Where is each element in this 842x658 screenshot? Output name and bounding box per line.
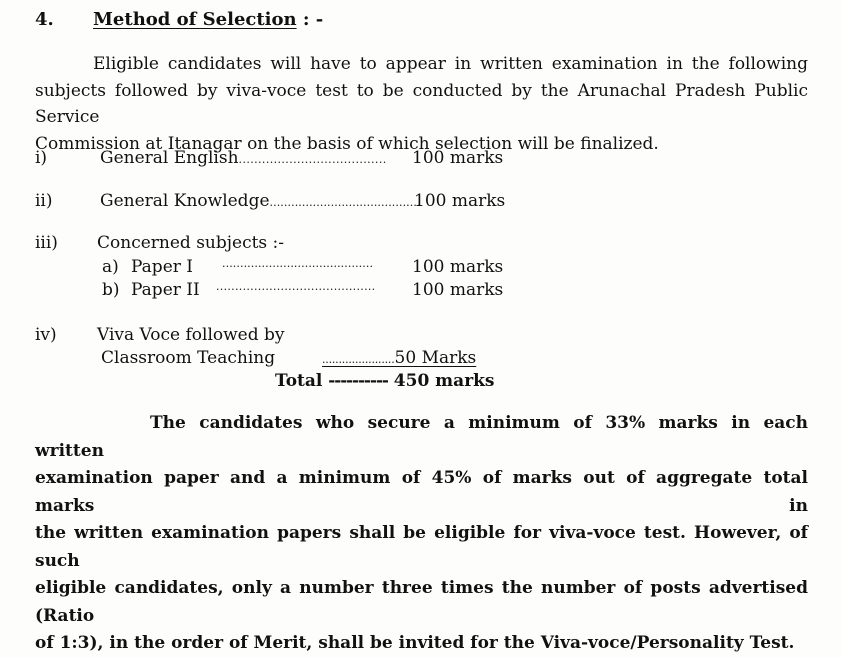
item-3b-label: Paper II [131, 280, 200, 300]
eligibility-line-2: examination paper and a minimum of 45% of marks out of aggregate total marks in [35, 468, 808, 516]
eligibility-line-1: The candidates who secure a minimum of 33% marks in each written [35, 413, 808, 461]
item-4-label-line-2: Classroom Teaching [101, 348, 276, 368]
item-3-number: iii) [35, 233, 58, 253]
total-row [275, 371, 495, 391]
item-1-marks: 100 marks [412, 148, 504, 168]
total-value: 450 marks [393, 371, 495, 391]
item-2-dots: .......................................... [269, 196, 421, 209]
intro-line-3: Commission at Itanagar on the basis of which selection will be finalized. [35, 133, 659, 154]
item-3a-letter: a) [102, 257, 119, 277]
section-title: Method of Selection [93, 9, 297, 30]
item-1-number: i) [35, 148, 48, 168]
item-2-label: General Knowledge.......................................... [100, 191, 421, 211]
item-3a-label: Paper I [131, 257, 193, 277]
eligibility-line-5: of 1:3), in the order of Merit, shall be invited for the Viva-voce/Personality Test. [35, 633, 795, 653]
item-4-marks: 50 Marks [394, 348, 477, 368]
item-3b-marks: 100 marks [412, 280, 504, 300]
item-4-dots-marks [322, 348, 476, 368]
intro-paragraph [35, 51, 808, 157]
eligibility-line-4: eligible candidates, only a number three times the number of posts advertised (Ratio [35, 578, 808, 626]
item-3-label: Concerned subjects :- [97, 233, 285, 253]
item-2-number: ii) [35, 191, 53, 211]
item-2-marks: 100 marks [414, 191, 506, 211]
item-3a-dots: .......................................... [222, 257, 374, 270]
intro-line-1: Eligible candidates will have to appear in written examination in the following [93, 54, 808, 74]
item-3a-marks: 100 marks [412, 257, 504, 277]
item-4-number: iv) [35, 325, 57, 345]
item-1-label: General English...................................... [100, 148, 387, 168]
section-number: 4. [35, 9, 54, 30]
item-3b-dots: .......................................... [216, 280, 376, 293]
eligibility-paragraph [35, 410, 808, 658]
total-label: Total [275, 371, 323, 391]
item-4-label-line-1: Viva Voce followed by [97, 325, 285, 345]
intro-line-2: subjects followed by viva-voce test to be conducted by the Arunachal Pradesh Public Service [35, 80, 808, 127]
item-4-dots: ...................... [322, 353, 395, 366]
item-3b-letter: b) [102, 280, 120, 300]
section-heading [93, 9, 323, 30]
item-1-dots: ...................................... [238, 153, 387, 166]
eligibility-line-3: the written examination papers shall be eligible for viva-voce test. However, of such [35, 523, 808, 571]
total-dashes: ---------- [328, 371, 388, 391]
section-title-suffix: : - [296, 9, 324, 30]
